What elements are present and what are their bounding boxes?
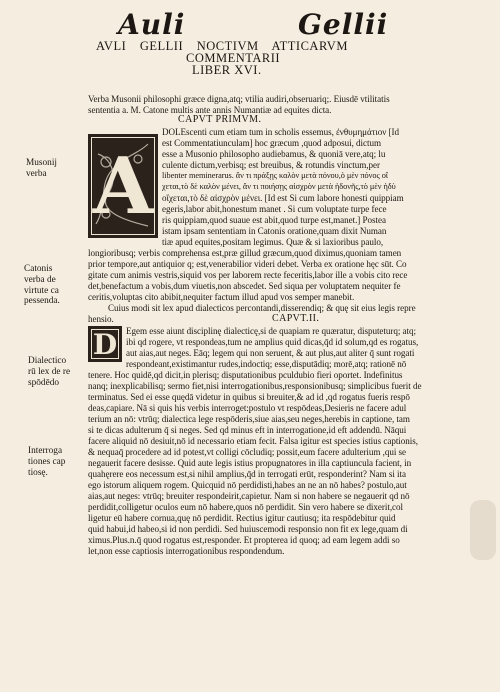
book-title-line1: AVLI GELLII NOCTIVM ATTICARVM <box>96 39 348 53</box>
text-line: est Commentatiunculam] hoc græcum ,quod adposui, dictum <box>162 138 381 148</box>
text-line: negauerit facere desisse. Quid aute legis istius propugnatores in illa captiuncula facient, in <box>88 458 412 468</box>
text-line: longioribusq; verbis comprehensa est,præ gillud græcum,quod diximus,quoniam tamen <box>88 248 402 258</box>
text-line: terminatus. Sed ei esse quędā videtur in quibus si breuiter,& ad id ,qd rogatus fueris respō <box>88 392 410 402</box>
text-line: facere aliquid nō desiuit,nō id necessario etiam fecit. Falsa igitur est species istius captionis, <box>88 436 418 446</box>
text-line: esse a Musonio philosopho audiebamus, & quoniā vere,atq; lu <box>162 149 386 159</box>
drop-cap-letter: A <box>92 140 154 232</box>
margin-note: Interroga tiones cap tiosę. <box>28 446 66 478</box>
text-line: si te dicas adulterum q̄ si neges. Sed qd minus eft in interrogatione,id eft addendū. Nāqui <box>88 425 407 435</box>
text-line: οἴχεται,τὸ δὲ αἰσχρὸν μένει. [Id est Si cum labore honesti quippiam <box>162 193 404 203</box>
text-line: tenere. Hoc quidē,qd dicit,in plerisq; disputationibus pculdubio fieri oportet. Indefinitus <box>88 370 403 380</box>
text-line: ximus.Plus.n.q̄ quod rogatus est,responder. Et propterea id quoq; ad eam legem addi so <box>88 535 400 545</box>
margin-note: Catonis verba de virtute ca pessenda. <box>24 264 60 307</box>
text-line: hensio. <box>88 314 114 324</box>
text-line: ris quippiam,quod suaue est abit,quod turpe est,manet.] Postea <box>162 215 386 225</box>
drop-cap-letter: D <box>92 327 118 361</box>
running-head-family: Gellii <box>298 8 389 41</box>
text-line: deas,capiare. Nā si quis his verbis interroget:postulo vt respōdeas,Desieris ne facere adul <box>88 403 407 413</box>
margin-note: Musonij verba <box>26 158 57 179</box>
book-title-line3: LIBER XVI. <box>192 63 262 77</box>
text-line: quid habui,id habeo,si id non perdidi. Sed huiuscemodi responsio non fit ex lege,quam di <box>88 524 408 534</box>
text-line: terium an nō: vtrūq; dialectica lege respōderis,siue aias,seu neges,herebis in captione, tam <box>88 414 410 424</box>
chapter-heading: CAPVT PRIMVM. <box>178 114 262 125</box>
text-line: ego istorum aliquem rogem. Quicquid nō perdidisti,habes an ne an nō habes? postulo,aut <box>88 480 407 490</box>
text-line: & nequaq̄ procedere ad id potest,vt colligi cōcludiq; possit,eum facere adulterium ,qui se <box>88 447 407 457</box>
text-line: DOLEscenti cum etiam tum in scholis essemus, ἐνθυμημάτιον [Id <box>162 127 399 137</box>
text-line: ceritis,voluptas cito abibit,nequiter factum illud apud vos semper manebit. <box>88 292 355 302</box>
text-line: libenter meminerarus. ἄν τι πράξῃς καλὸν μετὰ πόνου,ὁ μὲν πόνος οἴ <box>162 171 388 180</box>
text-line: χεται,τὸ δὲ καλὸν μένει, ἄν τι ποιήσῃς αἰσχρὸν μετὰ ἡδονῆς,τὸ μὲν ἡδὺ <box>162 182 396 191</box>
text-line: tiæ apud equites,positam legimus. Quæ & si laxioribus paulo, <box>162 237 384 247</box>
text-line: quahęrere eos necessum est,si nihil amplius,q̄d in terrogati erūt, responderint? Nam si ita <box>88 469 406 479</box>
text-line: ibi qd rogere, vt respondeas,tum ne amplius quid dicas,q̄d id solum,qd es rogatus, <box>126 337 419 347</box>
drop-cap-ornament <box>88 326 122 362</box>
summary-line: sententia a. M. Catone multis ante annis Numantiæ ad equites dicta. <box>88 105 332 115</box>
text-line: prior tempore,aut antiquior q; est,venerabilior videri debet. Verba ex oratione hęc sūt. Co <box>88 259 407 269</box>
text-line: let,non esse captiosis interrogationibus respondendum. <box>88 546 285 556</box>
margin-note: Dialectico rū lex de re spōdēdo <box>28 356 71 388</box>
chapter-heading: CAPVT.II. <box>272 313 320 324</box>
text-line: ligetur eū habere cornua,quę nō perdidit. Rectius igitur cautiusq; ita respōdebitur quid <box>88 513 396 523</box>
text-line: aut aias,aut neges. Eāq; legem qui non seruent, & aut plus,aut aliter q̄ sunt rogati <box>126 348 415 358</box>
book-title-line2: COMMENTARII <box>186 51 281 65</box>
paper-stain <box>470 500 496 560</box>
text-line: det,benefactum a vobis,dum viuetis,non abscedet. Sed siqua per voluptatem nequiter fe <box>88 281 401 291</box>
text-line: perdidit,colligetur oculos eum nō habere,quos nō perdidit. Sin vero habere se dixerit,col <box>88 502 404 512</box>
text-line: respondeant,existimantur rudes,indoctiq; esse,disputādiq; morē,atq; rationē nō <box>126 359 407 369</box>
text-line: Egem esse aiunt disciplinę dialecticę,si de quapiam re quæratur, disputeturq; atq; <box>126 326 416 336</box>
text-line: istam ipsam sententiam in Catonis oratione,quam dixit Numan <box>162 226 387 236</box>
text-line: gitate cum animis vestris,siquid vos per laborem recte feceritis,labor ille a vobis cito rece <box>88 270 408 280</box>
text-line: Cuius modi sit lex apud dialecticos percontandi,disserendiq; & quę sit eius legis repre <box>108 303 416 313</box>
text-line: nanq; inexplicabilisq; sermo fiet,nisi interrogationibus,responsionibusq; simplicibus fuerit de <box>88 381 422 391</box>
drop-cap-ornament <box>88 134 158 238</box>
running-head <box>0 8 500 42</box>
text-line: egeris,labor abit,honestum manet . Si cum voluptate turpe fece <box>162 204 387 214</box>
running-head-author: Auli <box>118 8 186 41</box>
text-line: aias,aut neges: vtrūq; breuiter respondeirit,capietur. Nam si non habere se negauerit qd nō <box>88 491 410 501</box>
summary-line: Verba Musonii philosophi græce digna,atq; vtilia audiri,obseruariq;. Eiusdē vtilitatis <box>88 94 390 104</box>
text-line: culente dictum,verbisq; est breuibus, & rotundis vinctum,per <box>162 160 380 170</box>
